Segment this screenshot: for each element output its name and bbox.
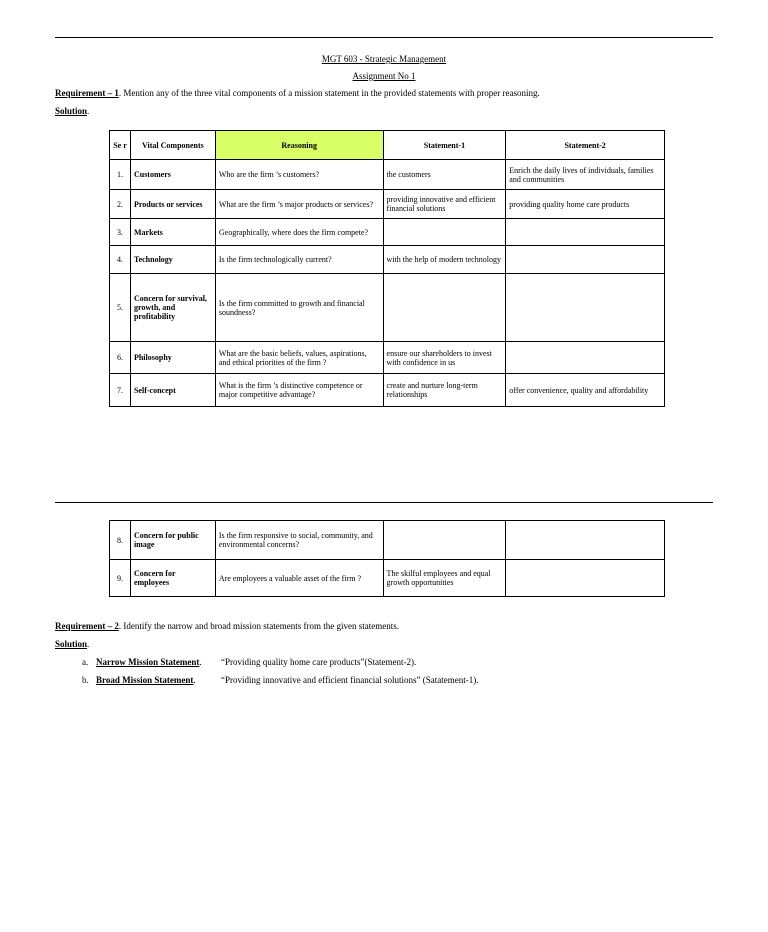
table-row [110,274,665,342]
solution-2-label: Solution [55,639,88,649]
row-reasoning: Are employees a valuable asset of the firm ? [215,560,383,597]
requirement-2-label: Requirement – 2 [55,621,119,631]
table-row [110,219,665,246]
header-statement-1: Statement-1 [383,131,506,160]
row-statement-1: the customers [383,160,506,190]
row-statement-1 [383,274,506,342]
row-reasoning: What is the firm ’s distinctive competence or major competitive advantage? [215,374,383,407]
row-component: Products or services [130,190,215,219]
row-statement-2 [506,246,665,274]
requirement-1-label: Requirement – 1 [55,88,119,98]
row-statement-2: Enrich the daily lives of individuals, families and communities [506,160,665,190]
requirement-2 [55,621,399,631]
row-reasoning: Is the firm technologically current? [215,246,383,274]
row-reasoning: Is the firm committed to growth and financial soundness? [215,274,383,342]
row-serial: 8. [110,521,131,560]
item-label: Broad Mission Statement. [96,675,196,685]
requirement-1 [55,88,540,98]
header-reasoning: Reasoning [215,131,383,160]
mission-components-table-continued [109,520,665,597]
table-row [110,342,665,374]
row-serial: 4. [110,246,131,274]
item-marker: b. [82,675,89,685]
row-statement-1 [383,521,506,560]
header-statement-2: Statement-2 [506,131,665,160]
row-serial: 5. [110,274,131,342]
table-row [110,246,665,274]
table-row [110,560,665,597]
row-statement-2 [506,274,665,342]
row-reasoning: Who are the firm ’s customers? [215,160,383,190]
item-text: “Providing quality home care products”(Statement-2). [221,657,417,667]
header-serial: Se r [110,131,131,160]
table-row [110,521,665,560]
header-vital-components: Vital Components [130,131,215,160]
item-label: Narrow Mission Statement. [96,657,202,667]
requirement-1-text: . Mention any of the three vital components of a mission statement in the provided statements with proper reasoning. [118,88,540,98]
row-reasoning: Is the firm responsive to social, community, and environmental concerns? [215,521,383,560]
table-row [110,190,665,219]
row-component: Philosophy [130,342,215,374]
row-reasoning: What are the firm ’s major products or services? [215,190,383,219]
mission-components-table [109,130,665,407]
row-statement-2 [506,521,665,560]
table-header-row [110,131,665,160]
row-serial: 1. [110,160,131,190]
solution-2: Solution. [55,639,90,649]
row-serial: 9. [110,560,131,597]
row-component: Markets [130,219,215,246]
solution-1-label: Solution [55,106,88,116]
row-statement-2 [506,560,665,597]
row-serial: 7. [110,374,131,407]
row-statement-2: providing quality home care products [506,190,665,219]
row-component: Concern for survival, growth, and profitability [130,274,215,342]
page-break-rule [55,502,713,503]
table-row [110,160,665,190]
row-component: Technology [130,246,215,274]
row-component: Concern for public image [130,521,215,560]
row-serial: 6. [110,342,131,374]
item-text: “Providing innovative and efficient financial solutions” (Satatement-1). [221,675,479,685]
row-statement-1: ensure our shareholders to invest with confidence in us [383,342,506,374]
row-serial: 3. [110,219,131,246]
solution-1: Solution. [55,106,90,116]
course-title: MGT 603 - Strategic Management [321,54,447,64]
row-statement-1: The skilful employees and equal growth opportunities [383,560,506,597]
row-statement-1 [383,219,506,246]
row-reasoning: Geographically, where does the firm compete? [215,219,383,246]
row-reasoning: What are the basic beliefs, values, aspirations, and ethical priorities of the firm ? [215,342,383,374]
row-statement-1: create and nurture long-term relationships [383,374,506,407]
assignment-title: Assignment No 1 [352,71,416,81]
row-statement-2: offer convenience, quality and affordability [506,374,665,407]
item-marker: a. [82,657,89,667]
row-statement-1: with the help of modern technology [383,246,506,274]
row-statement-2 [506,342,665,374]
row-component: Concern for employees [130,560,215,597]
row-statement-2 [506,219,665,246]
row-statement-1: providing innovative and efficient financial solutions [383,190,506,219]
row-component: Self-concept [130,374,215,407]
table-row [110,374,665,407]
top-rule [55,37,713,38]
requirement-2-text: . Identify the narrow and broad mission statements from the given statements. [118,621,400,631]
row-serial: 2. [110,190,131,219]
row-component: Customers [130,160,215,190]
